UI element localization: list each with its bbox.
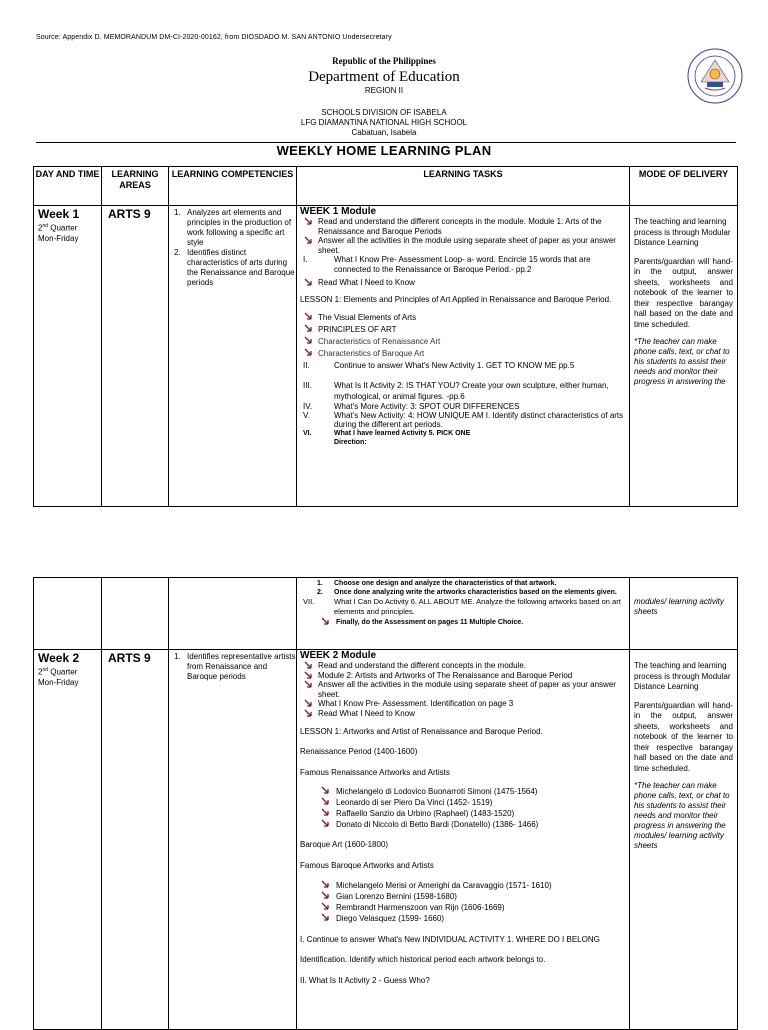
arrow-bullet-icon <box>320 880 330 890</box>
arrow-bullet-icon <box>303 348 313 358</box>
task-bullet: Read and understand the different concepts in the module. Module 1: Arts of the Renaissance and Baroque Periods <box>300 217 629 236</box>
mode-paragraph: Parents/guardian will hand-in the output, answer sheets, worksheets and notebook of the learner to their respective barangay hall based on the date and time scheduled. <box>634 700 733 773</box>
week2-label: Week 2 <box>38 651 80 665</box>
col-header-tasks: LEARNING TASKS <box>297 167 630 206</box>
learning-plan-table-week2 <box>33 577 738 1030</box>
mode-paragraph: The teaching and learning process is through Modular Distance Learning <box>634 661 731 691</box>
source-line: Source: Appendix D. MEMORANDUM DM-CI-2020-00162, from DIOSDADO M. SAN ANTONIO Undersecretary <box>36 34 392 41</box>
renaissance-artist: Michelangelo di Lodovico Buonarroti Simoni (1475-1564) <box>300 786 629 797</box>
week2-continue: I. Continue to answer What's New INDIVIDUAL ACTIVITY 1. WHERE DO I BELONG <box>300 934 600 944</box>
arrow-bullet-icon <box>303 709 313 719</box>
task-bullet: Read What I Need to Know <box>300 709 629 719</box>
mode-note: *The teacher can make phone calls, text, or chat to his students to assist their needs and monitor their progress in answering the <box>634 337 730 386</box>
task-numbered-item: 2. Once done analyzing write the artworks characteristics based on the elements given. <box>317 589 617 596</box>
week1-module-title: WEEK 1 Module <box>300 206 377 217</box>
week2-quarter: 2nd Quarter <box>38 667 78 677</box>
school-town: Cabatuan, Isabela <box>351 128 417 137</box>
task-roman-item: I. What I Know Pre- Assessment Loop- a- word. Encircle 15 words that are connected to the Renaissance or Baroque Period.- pp.2 <box>303 255 591 274</box>
arrow-bullet-icon <box>320 913 330 923</box>
arrow-bullet-icon <box>303 278 313 288</box>
division-name: SCHOOLS DIVISION OF ISABELA <box>321 108 447 117</box>
renaissance-artist: Raffaello Sanzio da Urbino (Raphael) (1483-1520) <box>300 808 629 819</box>
arrow-bullet-icon <box>320 786 330 796</box>
week2-lesson: LESSON 1: Artworks and Artist of Renaissance and Baroque Period. <box>300 726 543 736</box>
arrow-bullet-icon <box>303 661 313 671</box>
arrow-bullet-icon <box>320 891 330 901</box>
col-header-area: LEARNING AREAS <box>102 167 169 206</box>
arrow-bullet-icon <box>303 699 313 709</box>
week1-competencies-cell <box>169 206 297 507</box>
baroque-artist: Michelangelo Merisi or Amerighi da Caravaggio (1571- 1610) <box>300 880 629 891</box>
arrow-bullet-icon <box>303 671 313 681</box>
task-bullet: Read What I Need to Know <box>300 278 629 288</box>
week1-area: ARTS 9 <box>108 207 151 221</box>
task-bullet: What I Know Pre- Assessment. Identification on page 3 <box>300 699 629 709</box>
arrow-bullet-icon <box>303 217 313 227</box>
week2-day-cell <box>34 650 102 1030</box>
arrow-bullet-icon <box>303 324 313 334</box>
mode-note: modules/ learning activity sheets <box>634 597 724 616</box>
baroque-artist: Diego Velasquez (1599- 1660) <box>300 913 629 924</box>
competency-item: 2. Identifies distinct characteristics of arts during the Renaissance and Baroque periods <box>174 248 295 287</box>
continuation-tasks-cell <box>297 578 630 650</box>
mode-paragraph: The teaching and learning process is through Modular Distance Learning <box>634 217 731 247</box>
col-header-mode: MODE OF DELIVERY <box>630 167 738 206</box>
renaissance-period: Renaissance Period (1400-1600) <box>300 747 418 757</box>
department-heading: Department of Education <box>308 69 460 85</box>
arrow-bullet-icon <box>303 336 313 346</box>
learning-plan-table-week1 <box>33 166 738 507</box>
col-header-competencies: LEARNING COMPETENCIES <box>169 167 297 206</box>
arrow-bullet-icon <box>303 236 313 246</box>
task-numbered-item: 1. Choose one design and analyze the characteristics of that artwork. <box>317 580 557 587</box>
continuation-day-cell <box>34 578 102 650</box>
week2-tasks-cell <box>297 650 630 1030</box>
task-bullet: The Visual Elements of Arts <box>300 312 629 324</box>
arrow-bullet-icon <box>320 797 330 807</box>
task-roman-item: V. What's New Activity: 4: HOW UNIQUE AM I. Identify distinct characteristics of arts during the different art periods. <box>303 411 624 430</box>
week2-area-cell <box>102 650 169 1030</box>
arrow-bullet-icon <box>303 312 313 322</box>
renaissance-heading: Famous Renaissance Artworks and Artists <box>300 767 450 777</box>
arrow-bullet-icon <box>303 680 313 690</box>
task-roman-item: VI. What I have learned Activity 5. PICK ONE <box>303 430 471 438</box>
task-bullet: Characteristics of Renaissance Art <box>300 336 629 348</box>
competency-item: 1. Analyzes art elements and principles in the production of work following a specific art style <box>174 208 292 247</box>
task-bullet: Answer all the activities in the module using separate sheet of paper as your answer sheet. <box>300 236 629 255</box>
arrow-bullet-icon <box>320 808 330 818</box>
deped-seal-icon <box>687 48 743 104</box>
task-bullet: Module 2: Artists and Artworks of The Renaissance and Baroque Period <box>300 671 629 681</box>
continuation-area-cell <box>102 578 169 650</box>
week1-area-cell <box>102 206 169 507</box>
task-bullet: PRINCIPLES OF ART <box>300 324 629 336</box>
week2-mode-cell <box>630 650 738 1030</box>
renaissance-artist: Leonardo di ser Piero Da Vinci (1452- 1519) <box>300 797 629 808</box>
region-heading: REGION II <box>364 86 404 95</box>
week2-days: Mon-Friday <box>38 677 79 687</box>
week2-area: ARTS 9 <box>108 651 151 665</box>
task-roman-item: III. What Is It Activity 2: IS THAT YOU? Create your own sculpture, either human, mythological, or animal figures. -pp.6 <box>303 381 609 402</box>
baroque-period: Baroque Art (1600-1800) <box>300 840 389 850</box>
school-address <box>0 108 768 138</box>
baroque-heading: Famous Baroque Artworks and Artists <box>300 860 434 870</box>
arrow-bullet-icon <box>320 902 330 912</box>
task-bullet: Read and understand the different concepts in the module. <box>300 661 629 671</box>
week1-label: Week 1 <box>38 207 80 221</box>
continuation-mode-cell <box>630 578 738 650</box>
week1-tasks-cell <box>297 206 630 507</box>
week1-days: Mon-Friday <box>38 233 79 243</box>
continuation-competencies-cell <box>169 578 297 650</box>
arrow-bullet-icon <box>320 819 330 829</box>
task-roman-item: II. Continue to answer What's New Activity 1. GET TO KNOW ME pp.5 <box>303 361 575 371</box>
arrow-bullet-icon <box>320 617 330 627</box>
school-name: LFG DIAMANTINA NATIONAL HIGH SCHOOL <box>300 118 468 127</box>
week1-day-cell <box>34 206 102 507</box>
week2-module-title: WEEK 2 Module <box>300 650 377 661</box>
page-title: WEEKLY HOME LEARNING PLAN <box>276 143 492 158</box>
week2-competencies-cell <box>169 650 297 1030</box>
competency-item: 1. Identifies representative artists from Renaissance and Baroque periods <box>174 652 296 681</box>
week2-last-item: II. What Is It Activity 2 - Guess Who? <box>300 976 430 986</box>
baroque-artist: Gian Lorenzo Bernini (1598-1680) <box>300 891 629 902</box>
task-roman-item: IV. What's More Activity: 3: SPOT OUR DIFFERENCES <box>303 402 520 412</box>
task-bullet: Answer all the activities in the module using separate sheet of paper as your answer sheet. <box>300 680 629 699</box>
week1-lesson: LESSON 1: Elements and Principles of Art Applied in Renaissance and Baroque Period. <box>300 295 612 305</box>
task-roman-item: VII. What I Can Do Activity 6. ALL ABOUT ME. Analyze the following artworks based on art elements and principles. <box>303 597 621 616</box>
task-bullet: Characteristics of Baroque Art <box>300 348 629 360</box>
renaissance-artist: Donato di Niccolo di Betto Bardi (Donatello) (1386- 1466) <box>300 819 629 830</box>
col-header-day: DAY AND TIME <box>34 167 102 206</box>
republic-heading: Republic of the Philippines <box>332 56 436 66</box>
week2-identification: Identification. Identify which historical period each artwork belongs to. <box>300 954 546 964</box>
week1-direction: Direction: <box>334 439 367 447</box>
week1-mode-cell <box>630 206 738 507</box>
baroque-artist: Rembrandt Harmenszoon van Rijn (1606-1669) <box>300 902 629 913</box>
mode-note: *The teacher can make phone calls, text, or chat to his students to assist their needs and monitor their progress in answering the modules/ learning activity sheets <box>634 781 730 850</box>
mode-paragraph: Parents/guardian will hand-in the output, answer sheets, worksheets and notebook of the learner to their respective barangay hall based on the date and time scheduled. <box>634 256 733 329</box>
week1-quarter: 2nd Quarter <box>38 223 78 233</box>
task-bullet: Finally, do the Assessment on pages 11 Multiple Choice. <box>300 617 629 628</box>
